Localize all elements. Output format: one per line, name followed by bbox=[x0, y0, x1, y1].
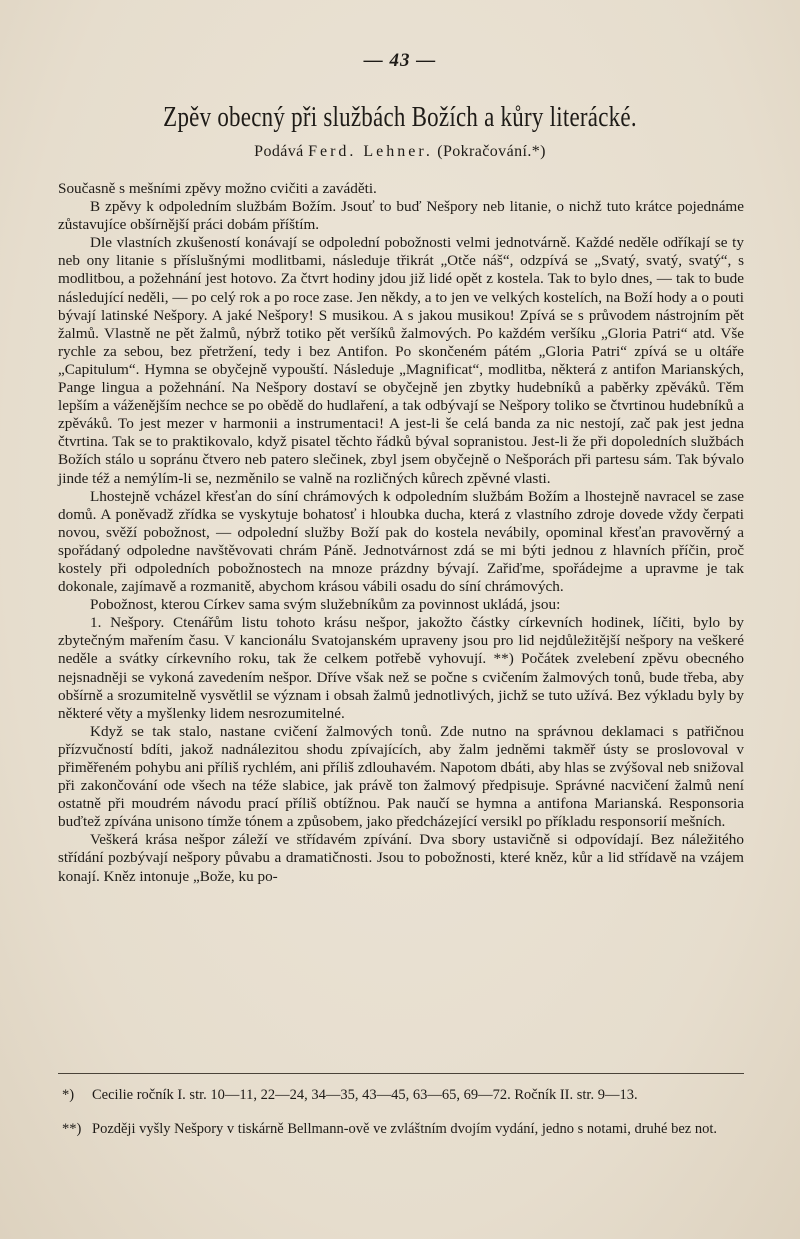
page-number: — 43 — bbox=[363, 50, 437, 71]
paragraph-alternation: Veškerá krása nešpor záleží ve střídavém zpívání. Dva sbory ustavičně si odpovídají. Bez náležitého střídání pozbývají nešpory půvabu a dramatičnosti. Jsou to pobožnosti, které kněz, kůr a lid střídavě na vzájem konají. Kněz intonuje „Bože, ku po- bbox=[58, 831, 744, 885]
footnote-mark: *) bbox=[62, 1087, 75, 1103]
paragraph-intro: Současně s mešními zpěvy možno cvičiti a zaváděti. bbox=[58, 180, 377, 197]
byline-prefix: Podává bbox=[254, 143, 304, 160]
paragraph-indifference: Lhostejně vcházel křesťan do síní chrámových k odpoledním službám Božím a lhostejně navracel se zase domů. A poněvadž zřídka se vyskytuje bohatosť i hloubka ducha, která z vlastního zdroje dovede vždy čerpati novou, svěží pobožnost, — odpolední služby Boží pak do kostela nevábily, opominal křesťan pravověrný a spořádaný odpoledne navštěvovati chrám Páně. Jednotvárnost zdá se mi býti jednou z hlavních příčin, proč kostely při odpoledních pobožnostech na mnoze prázdny bývají. Zařiďme, spořádejme a upravme je tak dokonale, zajímavě a rozmanitě, abychom krásou vábili osadu do síní chrámových. bbox=[58, 487, 744, 596]
footnotes bbox=[58, 1086, 744, 1154]
paragraph-psalm-tones: Když se tak stalo, nastane cvičení žalmových tonů. Zde nutno na správnou deklamaci s patřičnou přízvučností bdíti, jakož nadnálezitou shodu zpívajících, aby žalm jedněmi takměř ústy se proslovoval v přiměřeném pohybu ani příliš rychlém, ani příliš zdlouhavém. Napotom dbáti, aby hlas se zvýšoval neb snižoval při zakončování ode všech na téže slabice, jak právě ton žalmový předpisuje. Správné nacvičení žalmů není ostatně při moudrém návodu prací příliš obtížnou. Pak naučí se hymna a antifona Marianská. Responsoria buďtež zpívána unisono tímže tónem a způsobem, jako předcházející versikl po příkladu responsorií mešních. bbox=[58, 722, 744, 831]
paragraph-duty: Pobožnost, kterou Církev sama svým služebníkům za povinnost ukládá, jsou: bbox=[90, 596, 561, 614]
footnote bbox=[58, 1120, 744, 1139]
footnote-text: Cecilie ročník I. str. 10—11, 22—24, 34—35, 43—45, 63—65, 69—72. Ročník II. str. 9—13. bbox=[92, 1087, 638, 1103]
byline-note: (Pokračování.*) bbox=[437, 143, 546, 160]
footnote-divider bbox=[58, 1073, 744, 1074]
paragraph-section-b: B zpěvy k odpoledním službám Božím. Jsouť to buď Nešpory neb litanie, o nichž tuto krátce pojednáme zůstavujíce obšírnější práci dobám příštím. bbox=[58, 198, 744, 234]
article-title: Zpěv obecný při službách Božích a kůry literácké. bbox=[163, 102, 637, 133]
paragraph-vespers: 1. Nešpory. Ctenářům listu tohoto krásu nešpor, jakožto částky církevních hodinek, líčiti, bylo by zbytečným mařením času. V kancionálu Svatojanském upraveny jsou pro lid nejdůležitější nešpory na veškeré neděle a svátky církevního roku, tak že celkem potřebě vyhovují. **) Počátek zvelebení zpěvu obecného nejsnadněji se vykoná zavedením nešpor. Dříve však než se počne s cvičením žalmových tonů, bude třeba, aby obšírně a srozumitelně vysvětlil se význam i obsah žalmů jednotlivých, jichž se tuto užívá. Bez výkladu byly by některé věty a myšlenky lidem nesrozumitelné. bbox=[58, 614, 744, 722]
footnote bbox=[58, 1086, 744, 1105]
article-body bbox=[58, 180, 744, 886]
paragraph-experience: Dle vlastních zkušeností konávají se odpolední pobožnosti velmi jednotvárně. Každé neděle odříkají se ty neb ony litanie s příslušnými modlitbami, následuje třikrát „Otče náš“, odzpívá se „Svatý, svatý, svatý“, s modlitbou, a požehnání jest hotovo. Za čtvrt hodiny jdou již lidé opět z kostela. Tak to bylo dnes, — tak to bude následující neděli, — po celý rok a po roce zase. Jen někdy, a to jen ve velkých kostelích, na Boží hody a o pouti bývají latinské Nešpory. A jaké Nešpory! S musikou. A s jakou musikou! Zpívá se s průvodem nástrojním pět žalmů. Vlastně ne pět žalmů, nýbrž totiko pět veršíků žalmových. Po každém veršíku „Gloria Patri“ atd. Vše rychle za sebou, bez přetržení, tedy i bez Antifon. Po skončeném pátém „Gloria Patri“ zpívá se u oltáře „Capitulum“. Hymna se obyčejně vypouští. Následuje „Magnificat“, modlitba, některá z antifon Marianských, Pange lingua a požehnání. Na Nešpory dostaví se obyčejně jen zbytky hudebníků a paběrky zpěváků. Těm lepším a váženějším nechce se po obědě do hudlaření, a tak odbývají se Nešpory toliko se čtvrtinou hudebníků a zpěváků. To jest mezer v harmonii a instrumentaci! A jest-li še celá banda za nic nestojí, zač pak jest jedna čtvrtina. Tak se to praktikovalo, když pisatel těchto řádků býval sopranistou. Jest-li že při dopoledních službách Božích stálo u sopránu čtvero neb patero slečinek, zbyl jsem obyčejně o Nešporách při partesu sám. Tak bývalo jinde též a nemýlím-li se, nezměnilo se valně na rozličných kůrech zpěvné vlasti. bbox=[58, 234, 744, 487]
byline bbox=[0, 142, 800, 162]
footnote-text: Později vyšly Nešpory v tiskárně Bellmann-ově ve zvláštním dvojím vydání, jedno s notami, druhé bez not. bbox=[92, 1121, 717, 1137]
byline-author: Ferd. Lehner. bbox=[308, 143, 433, 160]
footnote-mark: **) bbox=[62, 1121, 82, 1137]
